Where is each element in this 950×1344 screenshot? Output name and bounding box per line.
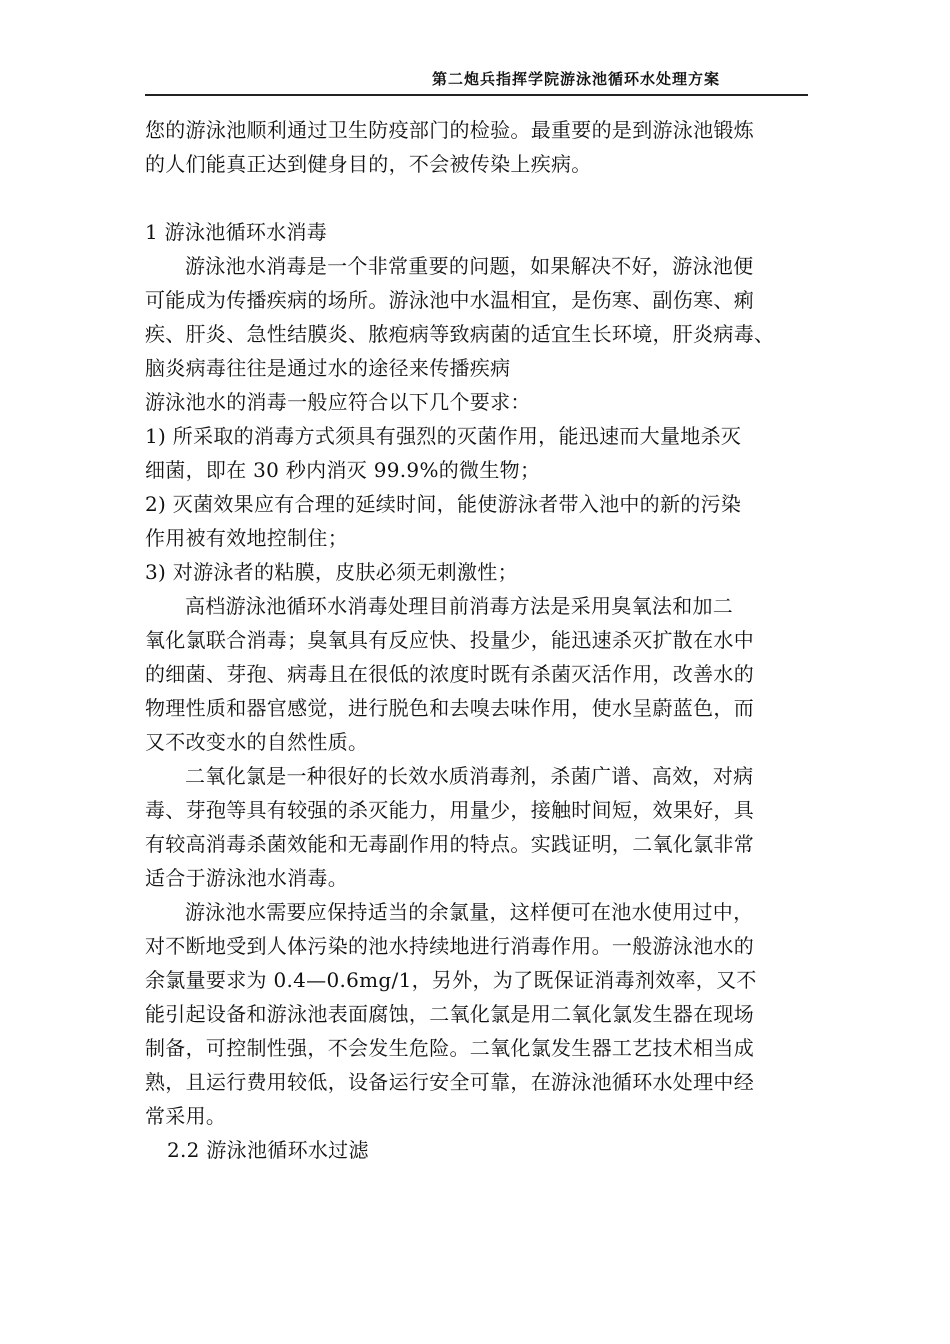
requirement-line: 2) 灭菌效果应有合理的延续时间，能使游泳者带入池中的新的污染 [145, 492, 742, 516]
paragraph-line: 又不改变水的自然性质。 [145, 730, 369, 754]
paragraph-line: 疾、肝炎、急性结膜炎、脓疱病等致病菌的适宜生长环境，肝炎病毒、 [145, 322, 775, 346]
paragraph-line: 制备，可控制性强，不会发生危险。二氧化氯发生器工艺技术相当成 [145, 1036, 754, 1060]
section-heading-2: 2.2 游泳池循环水过滤 [167, 1138, 369, 1162]
intro-line: 您的游泳池顺利通过卫生防疫部门的检验。最重要的是到游泳池锻炼 [145, 118, 754, 142]
header-title: 第二炮兵指挥学院游泳池循环水处理方案 [431, 70, 720, 88]
paragraph-line: 物理性质和器官感觉，进行脱色和去嗅去味作用，使水呈蔚蓝色，而 [145, 696, 754, 720]
paragraph-line: 二氧化氯是一种很好的长效水质消毒剂，杀菌广谱、高效，对病 [185, 764, 754, 788]
paragraph-line: 熟，且运行费用较低，设备运行安全可靠，在游泳池循环水处理中经 [145, 1070, 754, 1094]
requirement-line: 3) 对游泳者的粘膜，皮肤必须无刺激性； [145, 560, 518, 584]
paragraph-line: 毒、芽孢等具有较强的杀灭能力，用量少，接触时间短，效果好，具 [145, 798, 754, 822]
section-heading-1: 1 游泳池循环水消毒 [145, 220, 328, 244]
page-header [145, 66, 808, 96]
requirement-line: 1) 所采取的消毒方式须具有强烈的灭菌作用，能迅速而大量地杀灭 [145, 424, 742, 448]
paragraph-line: 适合于游泳池水消毒。 [145, 866, 348, 890]
requirement-line: 作用被有效地控制住； [145, 526, 348, 550]
requirements-intro: 游泳池水的消毒一般应符合以下几个要求： [145, 390, 531, 414]
requirement-line: 细菌，即在 30 秒内消灭 99.9%的微生物； [145, 458, 541, 482]
paragraph-line: 的细菌、芽孢、病毒且在很低的浓度时既有杀菌灭活作用，改善水的 [145, 662, 754, 686]
paragraph-line: 常采用。 [145, 1104, 227, 1128]
document-body [145, 113, 808, 1167]
intro-line: 的人们能真正达到健身目的，不会被传染上疾病。 [145, 152, 592, 176]
paragraph-line: 脑炎病毒往往是通过水的途径来传播疾病 [145, 356, 511, 380]
paragraph-line: 可能成为传播疾病的场所。游泳池中水温相宜，是伤寒、副伤寒、痢 [145, 288, 754, 312]
paragraph-line: 余氯量要求为 0.4—0.6mg/1，另外，为了既保证消毒剂效率，又不 [145, 968, 757, 992]
paragraph-line: 游泳池水消毒是一个非常重要的问题，如果解决不好，游泳池便 [185, 254, 754, 278]
blank-line [145, 181, 808, 215]
paragraph-line: 氧化氯联合消毒；臭氧具有反应快、投量少，能迅速杀灭扩散在水中 [145, 628, 754, 652]
paragraph-line: 有较高消毒杀菌效能和无毒副作用的特点。实践证明，二氧化氯非常 [145, 832, 754, 856]
paragraph-line: 高档游泳池循环水消毒处理目前消毒方法是采用臭氧法和加二 [185, 594, 734, 618]
paragraph-line: 游泳池水需要应保持适当的余氯量，这样便可在池水使用过中， [185, 900, 754, 924]
paragraph-line: 对不断地受到人体污染的池水持续地进行消毒作用。一般游泳池水的 [145, 934, 754, 958]
paragraph-line: 能引起设备和游泳池表面腐蚀，二氧化氯是用二氧化氯发生器在现场 [145, 1002, 754, 1026]
